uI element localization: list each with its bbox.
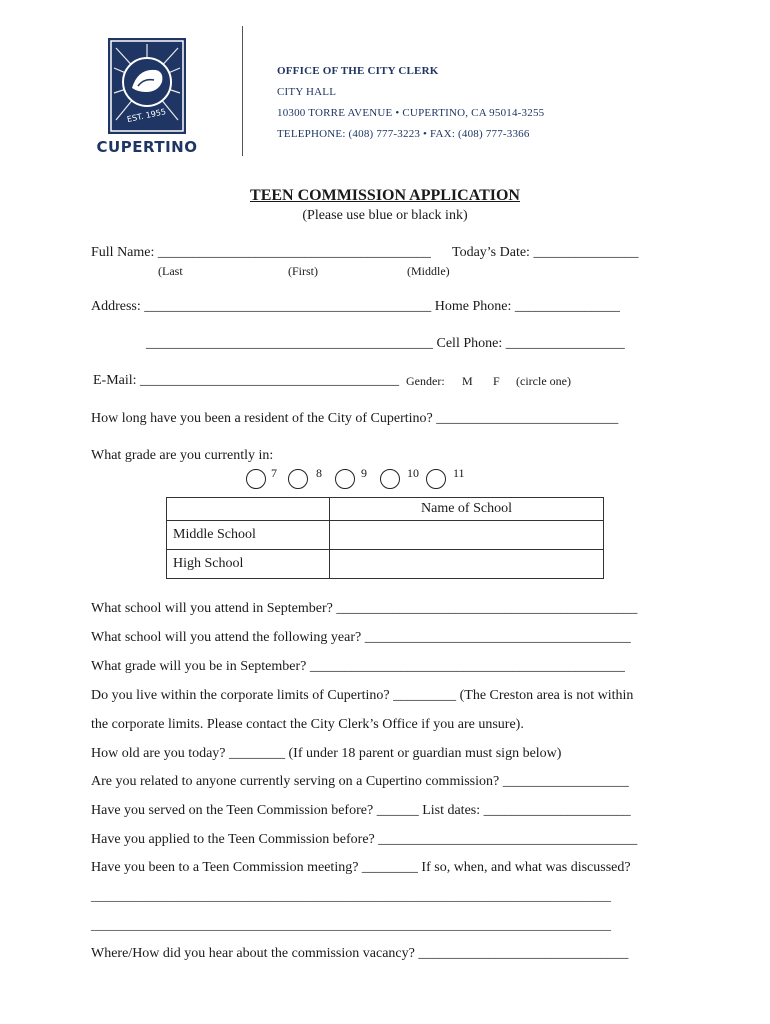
- name-first-label: (First): [288, 264, 318, 278]
- full-name-field[interactable]: Full Name: _______________________________________: [91, 245, 431, 260]
- table-row: [167, 550, 604, 579]
- resident-duration-field[interactable]: How long have you been a resident of the City of Cupertino? __________________________: [91, 411, 619, 426]
- meeting-details-line-2[interactable]: ________________________________________________________________________________: [91, 917, 611, 932]
- school-table-header-row: [167, 498, 604, 521]
- cupertino-logo-seal: [108, 38, 186, 134]
- header-city-hall: CITY HALL: [277, 86, 337, 98]
- form-subtitle: (Please use blue or black ink): [302, 208, 468, 223]
- name-last-label: (Last: [158, 264, 183, 278]
- meeting-details-line-1[interactable]: ________________________________________________________________________________: [91, 888, 611, 903]
- meeting-attended-field[interactable]: Have you been to a Teen Commission meeting? ________ If so, when, and what was discussed?: [91, 860, 631, 875]
- header-divider: [242, 26, 243, 156]
- table-row: [167, 521, 604, 550]
- high-school-label: High School: [167, 550, 330, 579]
- grade-10-label: 10: [407, 466, 419, 480]
- todays-date-field[interactable]: Today’s Date: _______________: [452, 245, 639, 260]
- grade-11-label: 11: [453, 466, 465, 480]
- grade-10-radio[interactable]: [380, 469, 400, 489]
- header-address: 10300 TORRE AVENUE • CUPERTINO, CA 95014-3255: [277, 107, 545, 119]
- served-before-field[interactable]: Have you served on the Teen Commission before? ______ List dates: _____________________: [91, 803, 631, 818]
- related-commission-field[interactable]: Are you related to anyone currently serving on a Cupertino commission? __________________: [91, 774, 629, 789]
- september-grade-field[interactable]: What grade will you be in September? _____________________________________________: [91, 659, 625, 674]
- header-office: OFFICE OF THE CITY CLERK: [277, 65, 439, 77]
- grade-11-radio[interactable]: [426, 469, 446, 489]
- form-title: TEEN COMMISSION APPLICATION: [250, 187, 520, 204]
- high-school-name-cell[interactable]: [330, 550, 604, 579]
- gender-f-option[interactable]: F: [493, 374, 500, 388]
- grade-9-label: 9: [361, 466, 367, 480]
- vacancy-source-field[interactable]: Where/How did you hear about the commission vacancy? ______________________________: [91, 946, 629, 961]
- email-field[interactable]: E-Mail: _____________________________________: [93, 373, 400, 388]
- school-table: [166, 497, 604, 579]
- following-year-school-field[interactable]: What school will you attend the following year? ______________________________________: [91, 630, 631, 645]
- header-phone: TELEPHONE: (408) 777-3223 • FAX: (408) 777-3366: [277, 128, 530, 140]
- applied-before-field[interactable]: Have you applied to the Teen Commission before? _____________________________________: [91, 832, 638, 847]
- gender-label: Gender:: [406, 374, 445, 388]
- logo-wordmark: CUPERTINO: [96, 138, 198, 156]
- grade-question: What grade are you currently in:: [91, 448, 274, 463]
- age-field[interactable]: How old are you today? ________ (If under 18 parent or guardian must sign below): [91, 746, 562, 761]
- grade-9-radio[interactable]: [335, 469, 355, 489]
- address-home-phone-field[interactable]: Address: _________________________________________ Home Phone: _______________: [91, 299, 620, 314]
- school-name-header: Name of School: [330, 498, 604, 521]
- seal-graphic: [108, 38, 186, 134]
- corporate-limits-note: the corporate limits. Please contact the City Clerk’s Office if you are unsure).: [91, 717, 524, 732]
- corporate-limits-field[interactable]: Do you live within the corporate limits of Cupertino? _________ (The Creston area is not within: [91, 688, 634, 703]
- middle-school-label: Middle School: [167, 521, 330, 550]
- grade-8-label: 8: [316, 466, 322, 480]
- grade-7-radio[interactable]: [246, 469, 266, 489]
- middle-school-name-cell[interactable]: [330, 521, 604, 550]
- cell-phone-field[interactable]: _________________________________________ Cell Phone: _________________: [146, 336, 625, 351]
- circle-one-note: (circle one): [516, 374, 571, 388]
- gender-m-option[interactable]: M: [462, 374, 473, 388]
- name-middle-label: (Middle): [407, 264, 450, 278]
- september-school-field[interactable]: What school will you attend in September? ___________________________________________: [91, 601, 638, 616]
- school-table-corner: [167, 498, 330, 521]
- grade-8-radio[interactable]: [288, 469, 308, 489]
- grade-7-label: 7: [271, 466, 277, 480]
- seal-est-text: EST. 1955: [126, 107, 167, 125]
